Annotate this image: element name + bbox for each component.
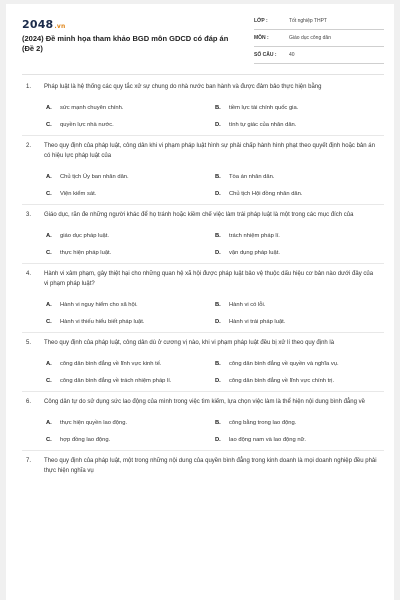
question-stem [26,338,378,348]
question-item [6,82,394,130]
answer-option[interactable] [215,232,378,241]
question-number: 3. [26,212,32,218]
option-text: sức mạnh chuyên chính. [60,105,124,111]
question-number: 7. [26,458,32,464]
answer-option[interactable] [215,190,378,199]
option-text: quyền lực nhà nước. [60,122,114,128]
option-text: hợp đồng lao động. [60,437,111,443]
question-stem [26,210,378,220]
option-text: Hành vi nguy hiểm cho xã hội. [60,302,138,308]
option-text: tiềm lực tài chính quốc gia. [229,105,299,111]
option-letter: A. [46,361,52,367]
question-stem [26,82,378,92]
answer-option[interactable] [215,249,378,258]
document-title: (2024) Đề minh họa tham khảo BGD môn GDCD có đáp án (Đề 2) [22,34,229,53]
question-item [6,269,394,327]
answer-option[interactable] [46,104,209,113]
question-text: Công dân tự do sử dụng sức lao động của mình trong việc tìm kiếm, lựa chọn việc làm là thể hiện nội dung bình đẳng về [44,399,365,405]
option-letter: A. [46,174,52,180]
option-text: Hành vi thiếu hiểu biết pháp luật. [60,319,145,325]
question-divider [22,391,384,392]
question-stem [26,269,378,289]
option-text: công dân bình đẳng về lĩnh vực kinh tế. [60,361,162,367]
option-text: tính tự giác của nhân dân. [229,122,297,128]
option-text: Chủ tịch Ủy ban nhân dân. [60,174,129,180]
question-item [6,397,394,445]
document-header [6,4,394,62]
option-letter: C. [46,191,52,197]
meta-row-class [254,16,384,30]
option-text: công dân bình đẳng về quyền và nghĩa vụ. [229,361,339,367]
option-letter: C. [46,437,52,443]
question-list [6,82,394,487]
answer-option[interactable] [215,301,378,310]
meta-value: Tốt nghiệp THPT [289,18,327,24]
option-letter: C. [46,250,52,256]
answer-option[interactable] [215,104,378,113]
answer-option[interactable] [46,121,209,130]
option-letter: C. [46,378,52,384]
answer-option[interactable] [215,360,378,369]
question-divider [22,450,384,451]
option-text: công dân bình đẳng về lĩnh vực chính trị. [229,378,335,384]
question-text: Theo quy định của pháp luật, công dân khi vi phạm pháp luật hình sự phải chấp hành hình phạt theo quyết định hoặc bản án có hiệu lực pháp luật của [44,143,375,159]
option-text: công bằng trong lao động. [229,420,297,426]
option-text: Hành vi có lỗi. [229,302,266,308]
option-letter: B. [215,361,221,367]
logo-tld: .vn [54,23,66,30]
option-text: Tòa án nhân dân. [229,174,275,180]
option-letter: D. [215,250,221,256]
document-page [6,4,394,600]
logo-main: 2048 [22,18,54,31]
question-text: Theo quy định của pháp luật, công dân dù ở cương vị nào, khi vi phạm pháp luật đều bị xử lí theo quy định là [44,340,335,346]
answer-option[interactable] [46,436,209,445]
answer-option[interactable] [215,436,378,445]
question-item [6,338,394,386]
meta-label: MÔN : [254,35,269,41]
answer-option[interactable] [46,249,209,258]
answer-option[interactable] [215,419,378,428]
site-logo[interactable] [22,18,65,31]
option-text: thực hiện pháp luật. [60,250,112,256]
option-text: Viện kiểm sát. [60,191,97,197]
header-divider [22,74,384,75]
answer-option[interactable] [46,232,209,241]
option-letter: A. [46,233,52,239]
question-text: Pháp luật là hệ thống các quy tắc xử sự chung do nhà nước ban hành và được đảm bảo thực hiện bằng [44,84,322,90]
answer-options [26,232,378,258]
question-number: 5. [26,340,32,346]
question-item [6,210,394,258]
question-text: Hành vi xâm phạm, gây thiệt hại cho những quan hệ xã hội được pháp luật bảo vệ thuộc dấu hiệu cơ bản nào dưới đây của vi phạm pháp luật? [44,271,374,287]
option-text: công dân bình đẳng về trách nhiệm pháp lí. [60,378,172,384]
question-divider [22,332,384,333]
option-letter: B. [215,420,221,426]
answer-option[interactable] [215,121,378,130]
question-text: Giáo dục, răn đe những người khác để họ tránh hoặc kiềm chế việc làm trái pháp luật là một trong các mục đích của [44,212,354,218]
meta-label: SỐ CÂU : [254,52,277,58]
option-letter: D. [215,378,221,384]
option-letter: B. [215,105,221,111]
answer-options [26,419,378,445]
meta-value: Giáo dục công dân [289,35,331,41]
option-text: trách nhiệm pháp lí. [229,233,280,239]
option-text: giáo dục pháp luật. [60,233,109,239]
option-letter: A. [46,302,52,308]
option-text: thực hiện quyền lao động. [60,420,128,426]
answer-options [26,104,378,130]
question-stem [26,456,378,476]
option-letter: C. [46,122,52,128]
answer-option[interactable] [46,301,209,310]
option-text: Chủ tịch Hội đồng nhân dân. [229,191,303,197]
option-letter: D. [215,122,221,128]
answer-option[interactable] [46,318,209,327]
answer-options [26,360,378,386]
question-stem [26,141,378,161]
question-stem [26,397,378,407]
answer-options [26,301,378,327]
answer-option[interactable] [46,173,209,182]
question-number: 4. [26,271,32,277]
question-number: 2. [26,143,32,149]
meta-label: LỚP : [254,18,268,24]
answer-options [26,173,378,199]
meta-row-count [254,50,384,64]
option-text: Hành vi trái pháp luật. [229,319,286,325]
option-text: lao động nam và lao động nữ. [229,437,307,443]
option-letter: D. [215,319,221,325]
answer-option[interactable] [46,377,209,386]
answer-option[interactable] [46,190,209,199]
option-letter: B. [215,233,221,239]
question-divider [22,204,384,205]
option-letter: D. [215,191,221,197]
question-divider [22,263,384,264]
answer-option[interactable] [215,377,378,386]
answer-option[interactable] [46,419,209,428]
document-meta [254,16,384,67]
meta-value: 40 [289,52,295,58]
question-item [6,456,394,476]
question-text: Theo quy định của pháp luật, một trong những nội dung của quyền bình đẳng trong kinh doanh là mọi doanh nghiệp đều phải thực hiện nghĩa vụ [44,458,377,474]
question-divider [22,135,384,136]
option-letter: D. [215,437,221,443]
answer-option[interactable] [215,318,378,327]
question-item [6,141,394,199]
option-letter: A. [46,105,52,111]
option-letter: B. [215,174,221,180]
option-letter: C. [46,319,52,325]
question-number: 6. [26,399,32,405]
answer-option[interactable] [215,173,378,182]
meta-row-subject [254,33,384,47]
question-number: 1. [26,84,32,90]
option-letter: A. [46,420,52,426]
option-letter: B. [215,302,221,308]
answer-option[interactable] [46,360,209,369]
option-text: vận dụng pháp luật. [229,250,280,256]
